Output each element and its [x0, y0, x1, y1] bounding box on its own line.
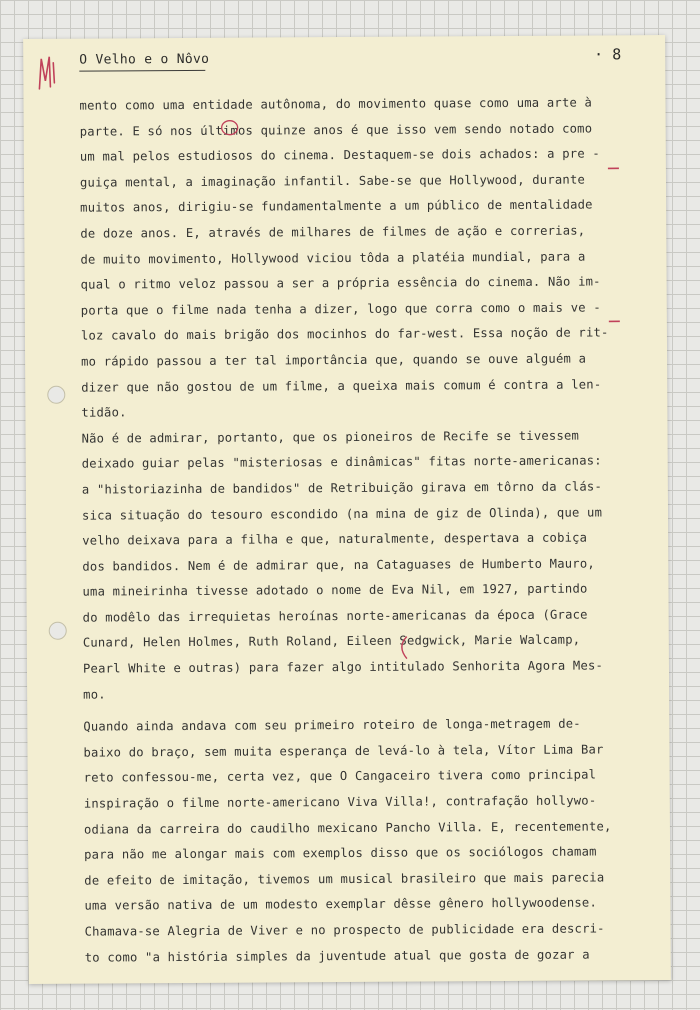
punch-hole: [49, 622, 67, 640]
text-line: do modêlo das irrequietas heroínas norte-americanas da época (Grace: [82, 607, 588, 625]
text-line: Pearl White e outras) para fazer algo intitulado Senhorita Agora Mes-: [82, 658, 604, 676]
text-line: dizer que não gostou de um filme, a queixa mais comum é contra a len-: [81, 376, 602, 395]
running-header-title: O Velho e o Nôvo: [79, 51, 210, 68]
text-line: mento como uma entidade autônoma, do movimento quase como uma arte à: [79, 95, 593, 113]
text-line: uma mineirinha tivesse adotado o nome de Eva Nil, em 1927, partindo: [82, 581, 588, 599]
text-line: de doze anos. E, através de milhares de filmes de ação e correrias,: [80, 223, 586, 241]
punch-hole: [47, 386, 65, 404]
text-line: de muito movimento, Hollywood viciou tôda a platéia mundial, para a: [80, 249, 586, 267]
text-line: de efeito de imitação, tivemos um musical brasileiro que mais parecia: [84, 870, 605, 888]
body-text: [79, 90, 632, 971]
text-line: baixo do braço, sem muita esperança de levá-lo à tela, Vítor Lima Bar: [83, 742, 604, 760]
text-line: mo.: [83, 687, 106, 702]
text-line: tidão.: [81, 405, 127, 420]
text-line: Não é de admirar, portanto, que os pioneiros de Recife se tivessem: [81, 428, 580, 446]
text-line: guiça mental, a imaginação infantil. Sabe-se que Hollywood, durante: [79, 172, 586, 190]
text-line: uma versão nativa de um modesto exemplar dêsse gênero hollywoodense.: [84, 895, 598, 914]
text-line: um mal pelos estudiosos do cinema. Destaquem-se dois achados: a pre -: [79, 146, 600, 164]
text-line: muitos anos, dirigiu-se fundamentalmente a um público de mentalidade: [80, 197, 593, 215]
text-line: velho deixava para a filha e que, naturalmente, despertava a cobiça: [82, 530, 588, 548]
text-line: porta que o filme nada tenha a dizer, logo que corra como o mais ve -: [80, 300, 601, 318]
text-line: dos bandidos. Nem é de admirar que, na Cataguases de Humberto Mauro,: [82, 556, 595, 574]
text-line: Cunard, Helen Holmes, Ruth Roland, Eileen Sedgwick, Marie Walcamp,: [82, 633, 581, 651]
text-line: Quando ainda andava com seu primeiro roteiro de longa-metragem de-: [83, 716, 581, 734]
text-line: a "historiazinha de bandidos" de Retribuição girava em tôrno da clás-: [81, 479, 602, 497]
text-line: mo rápido passou a ter tal importância que, quando se ouve alguém a: [81, 351, 587, 369]
text-line: deixado guiar pelas "misteriosas e dinâmicas" fitas norte-americanas:: [81, 453, 602, 471]
text-line: to como "a história simples da juventude atual que gosta de gozar a: [84, 947, 590, 965]
page-number: · 8: [594, 45, 622, 64]
text-line: parte. E só nos últimos quinze anos é que isso vem sendo notado como: [79, 121, 593, 139]
text-line: odiana da carreira do caudilho mexicano Pancho Villa. E, recentemente,: [83, 819, 612, 837]
typewritten-page: [23, 35, 671, 984]
text-line: qual o ritmo veloz passou a ser a própria essência do cinema. Não im-: [80, 274, 601, 292]
text-line: sica situação do tesouro escondido (na mina de giz de Olinda), que um: [81, 504, 603, 523]
text-line: reto confessou-me, certa vez, que O Cangaceiro tivera como principal: [83, 767, 597, 786]
text-line: para não me alongar mais com exemplos disso que os sociólogos chamam: [84, 844, 597, 862]
header-underline: [79, 70, 205, 72]
red-margin-mark-icon: [33, 53, 59, 93]
text-line: Chamava-se Alegria de Viver e no prospecto de publicidade era descri-: [84, 921, 605, 939]
text-line: loz cavalo do mais brigão dos mocinhos do far-west. Essa noção de rit-: [80, 325, 609, 343]
text-line: inspiração o filme norte-americano Viva Villa!, contrafação hollywo-: [83, 793, 597, 811]
